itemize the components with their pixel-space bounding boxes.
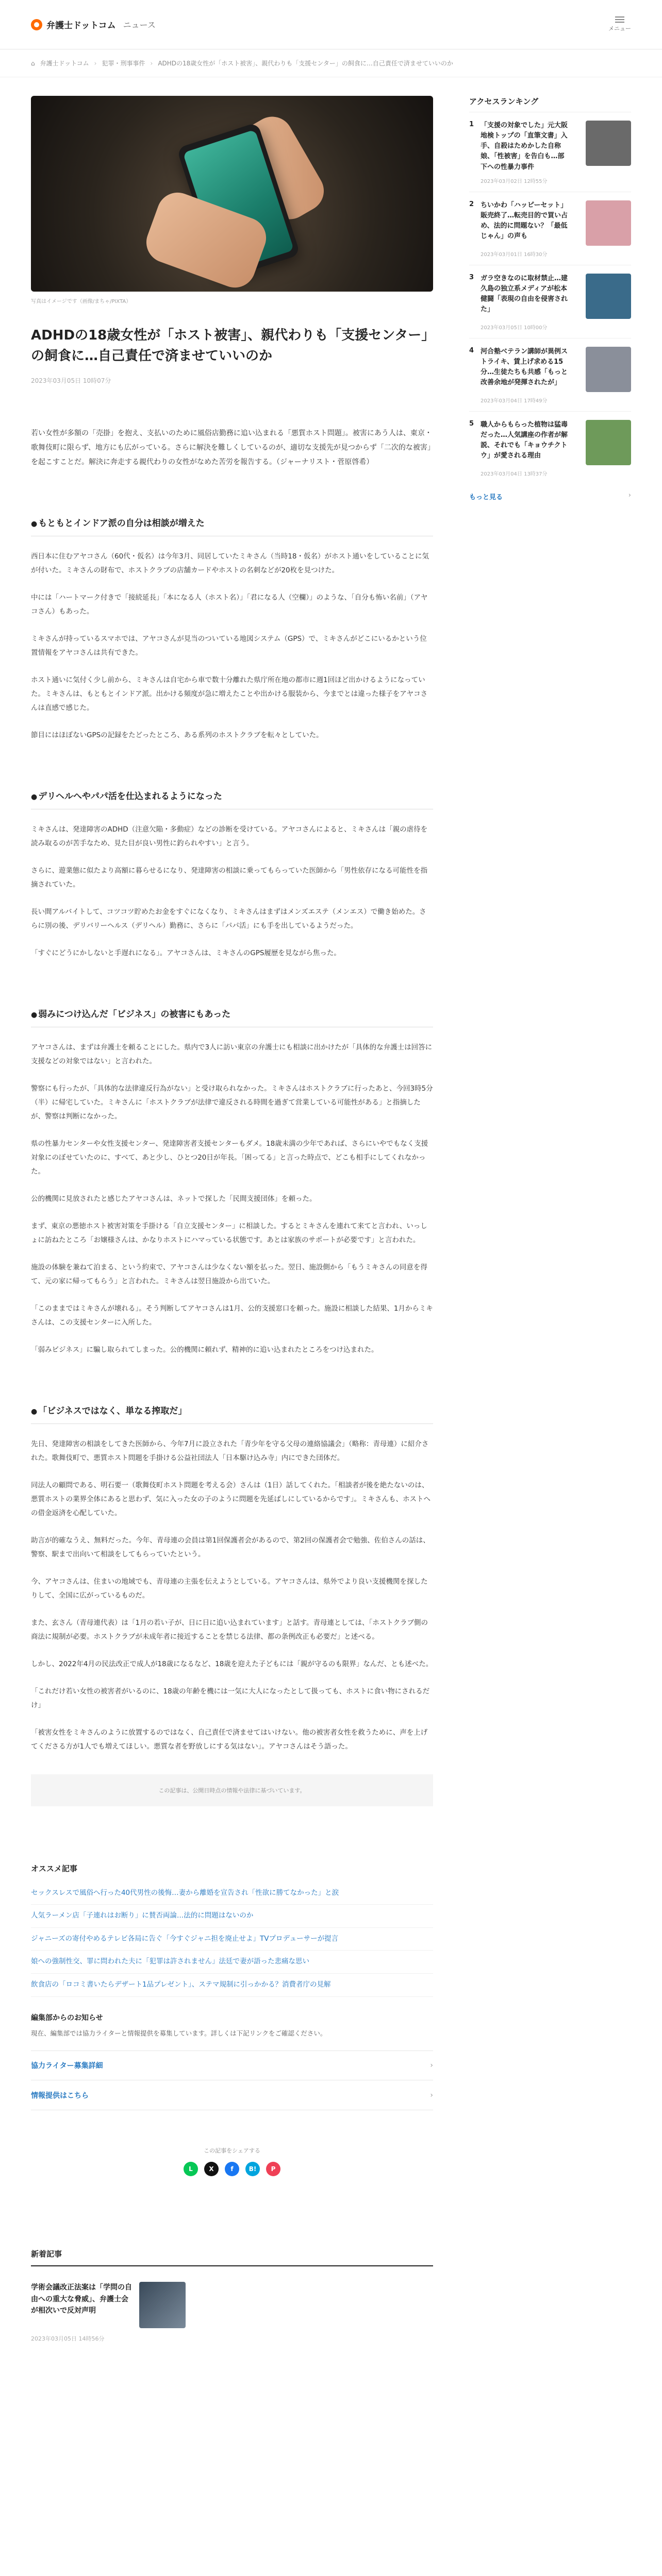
facebook-share-icon[interactable]: f xyxy=(225,2162,239,2176)
menu-label: メニュー xyxy=(608,25,631,32)
recommended-item[interactable]: 人気ラーメン店「子連れはお断り」に賛否両論…法的に問題はないのか xyxy=(31,1905,433,1928)
link-label: 協力ライター募集詳細 xyxy=(31,2062,103,2071)
rank-thumbnail xyxy=(586,200,631,246)
section-heading: ● デリヘルへやパパ活を仕込まれるようになった xyxy=(31,789,433,802)
rank-title-text: ちいかわ「ハッピーセット」販売終了…転売目的で買い占め、法的に問題ない？「最低じゃん」の声も xyxy=(481,201,568,241)
article-paragraph: 「これだけ若い女性の被害者がいるのに、18歳の年齢を機には一気に大人になったとして扱っても、ホストに食い物にされるだけ」 xyxy=(31,1687,430,1709)
article-paragraph: また、玄さん（青母連代表）は「1月の若い子が、日に日に追い込まれています」と話す。青母連としては、「ホストクラブ側の商法に規制が必要。ホストクラブが未成年者に接近することを禁じる法律、都の条例改正も必要だ」と述べる。 xyxy=(31,1618,428,1641)
link-label: 情報提供はこちら xyxy=(31,2091,89,2100)
notice-text: 現在、編集部では協力ライターと情報提供を募集しています。詳しくは下記リンクをご確認ください。 xyxy=(31,2029,327,2037)
article-paragraph: さらに、遊業態に似たより高額に暮らせるになり、発達障害の相談に乗ってもらっていた医師から「男性依存になる可能性を指摘されていた。 xyxy=(31,866,428,889)
new-article-text: 学術会議改正法案は「学問の自由への重大な脅威」、弁護士会が相次いで反対声明 xyxy=(31,2283,132,2315)
article-paragraph: 「弱みビジネス」に騙し取られてしまった。公的機関に頼れず、精神的に追い込まれたところをつけ込まれた。 xyxy=(31,1345,378,1354)
section-heading: ● 「ビジネスではなく、単なる搾取だ」 xyxy=(31,1403,433,1416)
hatena-share-icon[interactable]: B! xyxy=(245,2162,260,2176)
logo-sub: ニュース xyxy=(123,20,156,30)
recommended-item[interactable]: ジャニーズの寄付やめるテレビ各局に告ぐ「今すぐジャニ担を廃止せよ」TVプロデューサーが提言 xyxy=(31,1928,433,1951)
breadcrumb xyxy=(0,49,662,77)
article-paragraph: 施設の体験を兼ねて泊まる、という約束で、アヤコさんは少なくない額を払った。翌日、施設側から「もうミキさんの同意を得て、元の家に帰ってもらう」と言われた。ミキさんは翌日施設から出ていた。 xyxy=(31,1263,427,1285)
rank-date: 2023年03月05日 10時00分 xyxy=(481,325,548,331)
article-paragraph: 節目にはほぼないGPSの記録をたどったところ、ある系列のホストクラブを転々としていた。 xyxy=(31,731,323,739)
hero-image xyxy=(31,96,433,292)
article-end-note: この記事は、公開日時点の情報や法律に基づいています。 xyxy=(31,1774,433,1806)
line-share-icon[interactable]: L xyxy=(184,2162,198,2176)
hamburger-icon xyxy=(615,16,624,23)
chevron-right-icon: › xyxy=(430,2061,433,2070)
rank-date: 2023年03月02日 12時55分 xyxy=(481,178,548,184)
pocket-share-icon[interactable]: P xyxy=(266,2162,280,2176)
rank-number: 5 xyxy=(469,419,474,428)
article-date: 2023年03月05日 10時07分 xyxy=(31,377,111,384)
more-link[interactable] xyxy=(469,492,631,501)
rank-thumbnail xyxy=(586,274,631,319)
rank-thumbnail xyxy=(586,121,631,166)
breadcrumb-current: ADHDの18歳女性が「ホスト被害」、親代わりも「支援センター」の飼食に…自己責任で済ませていいのか xyxy=(158,60,453,67)
sidebar xyxy=(469,77,631,2343)
article-paragraph: 「被害女性をミキさんのように放置するのではなく、自己責任で済ませてはいけない。他の被害者女性を救うために、声を上げてくださる方が1人でも増えてほしい。悪質な者を野放しにする気はない」。アヤコさんはそう語った。 xyxy=(31,1728,428,1751)
article-paragraph: 同法人の顧問である、明石要一（歌舞伎町ホスト問題を考える会）さんは（1日）話してくれた。「相談者が後を絶たないのは、悪質ホストの業界全体にあると思わず、気に入った女の子のように問題を先延ばしにしているからです」。ミキさんも、ホストへの借金返済を心配していた。 xyxy=(31,1481,431,1517)
site-logo[interactable] xyxy=(31,18,156,31)
rank-number: 2 xyxy=(469,200,474,208)
rank-date: 2023年03月04日 13時37分 xyxy=(481,471,548,477)
article-paragraph: 県の性暴力センターや女性支援センター、発達障害者支援センターもダメ。18歳未満の少年であれば、さらにいやでもなく支援対象にのぼせていたのに、すべて、あと少し、ひとつ20日が年長。「困ってる」と言った時点で、どこも相手にしてくれなかった。 xyxy=(31,1139,428,1176)
recommended-item[interactable]: 飲食店の「ロコミ書いたらデザート1品プレゼント」、ステマ規制に引っかかる？消費者庁の見解 xyxy=(31,1974,433,1997)
article-paragraph: 「このままではミキさんが壊れる」。そう判断してアヤコさんは1月、公的支援窓口を頼った。施設に相談した結果、1月からミキさんは、この支援センターに入所した。 xyxy=(31,1304,433,1327)
recommended-list xyxy=(31,1882,433,1997)
info-submit-link[interactable] xyxy=(31,2080,433,2110)
article-paragraph: ホスト通いに気付く少し前から、ミキさんは自宅から車で数十分離れた県庁所在地の都市に週1回ほど出かけるようになっていた。ミキさんは、もともとインドア派。出かける頻度が急に増えたことや出かける服装から、今までとは違った様子をアヤコさんは直感で感じた。 xyxy=(31,675,428,712)
recommended-item[interactable]: セックスレスで風俗へ行った40代男性の後悔…妻から離婚を宣告され「性欲に勝てなかった」と涙 xyxy=(31,1882,433,1905)
article-paragraph: しかし、2022年4月の民法改正で成人が18歳になるなど、18歳を迎えた子どもには「親が守るのも限界」なんだ、とも述べた。 xyxy=(31,1659,433,1668)
rank-title-text: 職人からもらった植物は猛毒だった…人気講座の作者が解説、それでも「キョウチクトウ」が愛される理由 xyxy=(481,420,568,460)
article-paragraph: アヤコさんは、まずは弁護士を頼ることにした。県内で3人に訪い東京の弁護士にも相談に出かけたが「具体的な弁護士は回答に支援などの対象ではない」と言われた。 xyxy=(31,1043,433,1065)
article-lead: 若い女性が多額の「売掛」を抱え、支払いのために風俗店勤務に追い込まれる「悪質ホスト問題」。被害にあう人は、東京・歌舞伎町に限らず、地方にも広がっている。さらに解決を難しくしているのが、適切な支援先が見つからず「二次的な被害」を起こすことだ。解決に奔走する親代わりの女性がなめた苦労を報告する。（ジャーナリスト・菅原啓希） xyxy=(31,429,432,466)
logo-icon xyxy=(31,19,42,30)
rank-title-text: 河合塾ベテラン講師が異例ストライキ、賃上げ求める15分…生徒たちも共感「もっと改善余地が発揮されたが」 xyxy=(481,347,568,387)
rank-date: 2023年03月04日 17時49分 xyxy=(481,398,548,404)
logo-text: 弁護士ドットコム xyxy=(46,21,116,31)
ranking-item[interactable] xyxy=(469,265,631,338)
writer-recruit-link[interactable] xyxy=(31,2050,433,2080)
rank-title-text: 「支援の対象でした」元大阪地検トップの「直筆文書」入手、自殺はためかした自称娘、「性被害」を告白も…部下への性暴力事件 xyxy=(481,122,568,171)
section-divider xyxy=(31,1423,433,1424)
site-header xyxy=(0,0,662,49)
section-heading: ● 弱みにつけ込んだ「ビジネス」の被害にもあった xyxy=(31,1007,433,1020)
ranking-list xyxy=(469,112,631,484)
article-paragraph: 中には「ハートマーク付きで「接続延長」「本になる人（ホスト名）」「君になる人（空欄）」のような、「自分も怖い名前」（アヤコさん）もあった。 xyxy=(31,593,428,616)
chevron-right-icon: › xyxy=(430,2091,433,2099)
new-article-thumbnail xyxy=(139,2282,186,2328)
ranking-title: アクセスランキング xyxy=(469,97,539,106)
ranking-item[interactable] xyxy=(469,112,631,192)
article-title: ADHDの18歳女性が「ホスト被害」、親代わりも「支援センター」の飼食に…自己責任で済ませていいのか xyxy=(31,328,428,364)
home-icon[interactable]: ⌂ xyxy=(31,59,35,67)
article-paragraph: 公的機関に見放されたと感じたアヤコさんは、ネットで探した「民間支援団体」を頼った。 xyxy=(31,1194,317,1203)
ranking-item[interactable] xyxy=(469,192,631,265)
article-paragraph: 西日本に住むアヤコさん（60代・仮名）は今年3月、同居していたミキさん（当時18・仮名）がホスト通いをしていることに気が付いた。ミキさんの財布で、ホストクラブの店舗カードやホストの名刺などが20枚を見つけた。 xyxy=(31,552,429,574)
x-share-icon[interactable]: X xyxy=(204,2162,219,2176)
breadcrumb-item[interactable]: 犯罪・刑事事件 xyxy=(102,60,145,67)
new-article-item[interactable] xyxy=(31,2282,186,2328)
article-main xyxy=(31,77,433,2343)
ranking-item[interactable] xyxy=(469,411,631,484)
article-body xyxy=(31,516,433,1754)
section-heading: ● もともとインドア派の自分は相談が増えた xyxy=(31,516,433,529)
rank-title-text: ガラ空きなのに取材禁止…建久島の独立系メディアが松本健闘「表現の自由を侵害された」 xyxy=(481,274,568,314)
ranking-item[interactable] xyxy=(469,338,631,411)
more-label: もっと見る xyxy=(469,493,503,501)
chevron-right-icon: › xyxy=(94,59,97,67)
share-icons xyxy=(31,2162,433,2176)
rank-number: 3 xyxy=(469,273,474,281)
rank-date: 2023年03月01日 16時30分 xyxy=(481,251,548,258)
article-paragraph: 助言が的確なうえ、無料だった。今年、青母連の会員は第1回保護者会があるので、第2回の保護者会で勉強、佐伯さんの話は、警察、駅まで出向いて相談をしてもらっていたという。 xyxy=(31,1536,430,1558)
recommended-title: オススメ記事 xyxy=(31,1863,77,1873)
recommended-item[interactable]: 娘への強制性交、罪に問われた夫に「犯罪は許されません」法廷で妻が語った悲痛な思い xyxy=(31,1951,433,1974)
breadcrumb-item[interactable]: 弁護士ドットコム xyxy=(40,60,89,67)
article-paragraph: ミキさんが持っているスマホでは、アヤコさんが見当のついている地図システム（GPS）で、ミキさんがどこにいるかという位置情報をアヤコさんは共有できた。 xyxy=(31,634,427,657)
chevron-right-icon: › xyxy=(628,491,631,499)
article-paragraph: 先日、発達障害の相談をしてきた医師から、今年7月に設立された「青少年を守る父母の連絡協議会」（略称：青母連）に紹介された。歌舞伎町で、悪質ホスト問題を手掛ける公益社団法人「日本駆け込み寺」内にできた団体だ。 xyxy=(31,1439,429,1462)
share-label: この記事をシェアする xyxy=(204,2147,260,2155)
rank-thumbnail xyxy=(586,347,631,392)
rank-number: 4 xyxy=(469,346,474,354)
article-paragraph: 「すぐにどうにかしないと手遅れになる」。アヤコさんは、ミキさんのGPS履歴を見ながら焦った。 xyxy=(31,948,341,957)
rank-number: 1 xyxy=(469,121,474,128)
hero-caption: 写真はイメージです（画像/まちゃ/PIXTA） xyxy=(31,299,131,304)
article-paragraph: まず、東京の悪徳ホスト被害対策を手掛ける「自立支援センター」に相談した。するとミキさんを連れて来てと言われ、いっしょに訪ねたところ「お嬢様さんは、かなりホストにハマっている状態です。あとは家族のサポートが必要です」と言われた。 xyxy=(31,1222,427,1244)
menu-button[interactable] xyxy=(608,16,631,32)
article-paragraph: 長い間アルバイトして、コツコツ貯めたお金をすぐになくなり、ミキさんはまずはメンズエステ（メンエス）で働き始めた。さらに別の後、デリバリーヘルス（デリヘル）勤務に、さらに「パパ活」にも手を出しているようだった。 xyxy=(31,907,426,930)
new-article-date: 2023年03月05日 14時56分 xyxy=(31,2335,105,2343)
rank-thumbnail xyxy=(586,420,631,465)
new-articles-title: 新着記事 xyxy=(31,2248,433,2266)
notice-title: 編集部からのお知らせ xyxy=(31,2013,103,2022)
share-section xyxy=(31,2146,433,2176)
article-paragraph: ミキさんは、発達障害のADHD（注意欠陥・多動症）などの診断を受けている。アヤコさんによると、ミキさんは「親の虐待を読み取るのが苦手なため、見た目が良い男性に釣られやすい」と言う。 xyxy=(31,825,428,848)
article-paragraph: 警察にも行ったが、「具体的な法律違反行為がない」と受け取られなかった。ミキさんはホストクラブに行ったあと、今回3時5分（半）に帰宅していた。ミキさんに「ホストクラブが法律で違反される時間を過ぎて営業している可能性がある」と指摘したが、警察は判断になかった。 xyxy=(31,1084,433,1121)
chevron-right-icon: › xyxy=(150,59,153,67)
article-paragraph: 今、アヤコさんは、住まいの地域でも、青母連の主張を伝えようとしている。アヤコさんは、県外でより良い支援機関を探したりして、全国に広がっているものだ。 xyxy=(31,1577,428,1600)
